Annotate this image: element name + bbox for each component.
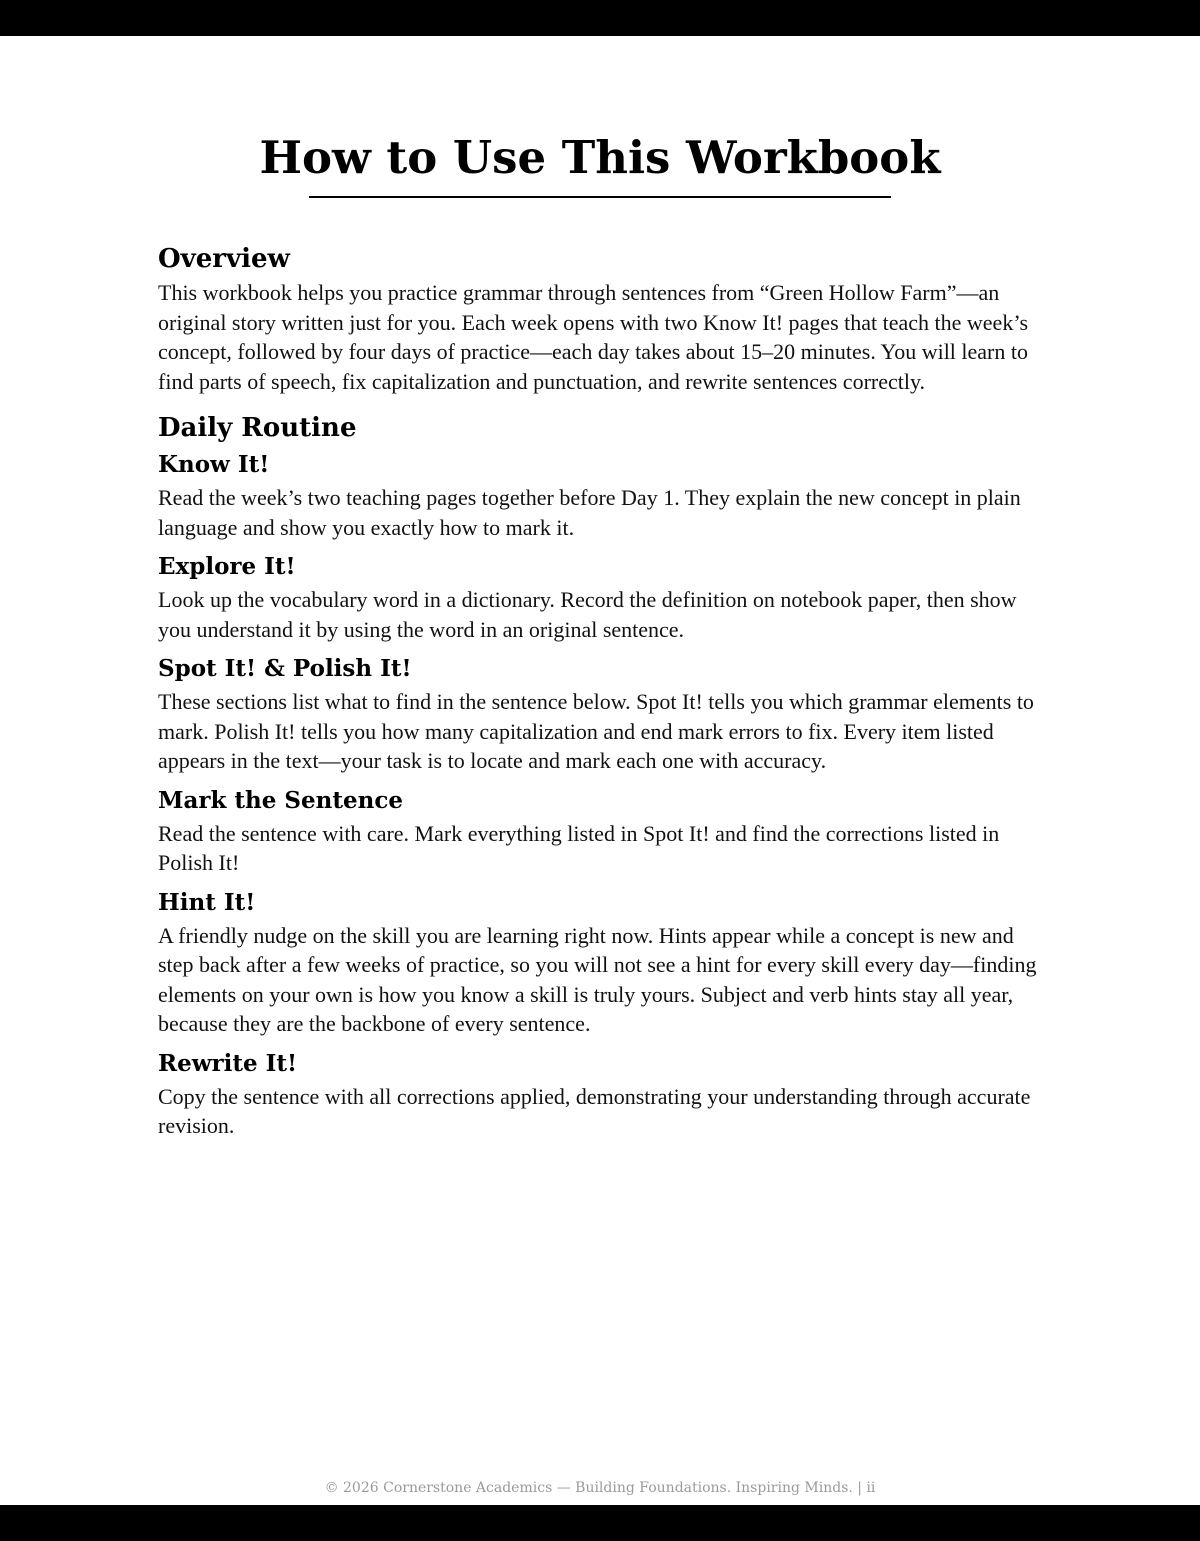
rewrite-it-text: Copy the sentence with all corrections applied, demonstrating your understanding through accurate revision.	[158, 1083, 1031, 1138]
spot-polish-it-heading: Spot It! & Polish It!	[158, 655, 412, 682]
hint-it-section	[158, 885, 1048, 1039]
explore-it-section	[158, 549, 1048, 644]
hint-it-heading: Hint It!	[158, 888, 256, 916]
page-title: How to Use This Workbook	[259, 131, 941, 184]
mark-sentence-section	[158, 783, 1048, 878]
explore-it-heading: Explore It!	[158, 553, 296, 580]
overview-section	[158, 240, 1048, 396]
rewrite-it-heading: Rewrite It!	[158, 1049, 298, 1077]
rewrite-it-section	[158, 1046, 1048, 1141]
know-it-text: Read the week’s two teaching pages together before Day 1. They explain the new concept in plain language and show you exactly how to mark it.	[158, 485, 1021, 540]
workbook-page	[0, 36, 1200, 1505]
hint-it-text: A friendly nudge on the skill you are learning right now. Hints appear while a concept is new and step back after a few weeks of practice, so you will not see a hint for every skill every day—finding elements on your own is how you know a skill is truly yours. Subject and verb hints stay all year, because they are the backbone of every sentence.	[158, 922, 1037, 1036]
mark-sentence-heading: Mark the Sentence	[158, 786, 403, 814]
know-it-heading: Know It!	[158, 451, 270, 478]
spot-polish-it-section	[158, 651, 1048, 776]
explore-it-text: Look up the vocabulary word in a dictionary. Record the definition on notebook paper, then show you understand it by using the word in an original sentence.	[158, 587, 1017, 642]
daily-routine-heading: Daily Routine	[158, 413, 357, 443]
overview-text: This workbook helps you practice grammar through sentences from “Green Hollow Farm”—an original story written just for you. Each week opens with two Know It! pages that teach the week’s concept, followed by four days of practice—each day takes about 15–20 minutes. You will learn to find parts of speech, fix capitalization and punctuation, and rewrite sentences correctly.	[158, 280, 1028, 394]
know-it-section	[158, 447, 1048, 542]
mark-sentence-text: Read the sentence with care. Mark everything listed in Spot It! and find the corrections listed in Polish It!	[158, 820, 1000, 875]
overview-heading: Overview	[158, 244, 290, 274]
title-underline	[309, 196, 891, 198]
page-content	[158, 240, 1048, 1141]
spot-polish-it-text: These sections list what to find in the sentence below. Spot It! tells you which grammar elements to mark. Polish It! tells you how many capitalization and end mark errors to fix. Every item listed appears in the text—your task is to locate and mark each one with accuracy.	[158, 689, 1034, 773]
page-footer: © 2026 Cornerstone Academics — Building Foundations. Inspiring Minds. | ii	[324, 1480, 876, 1496]
